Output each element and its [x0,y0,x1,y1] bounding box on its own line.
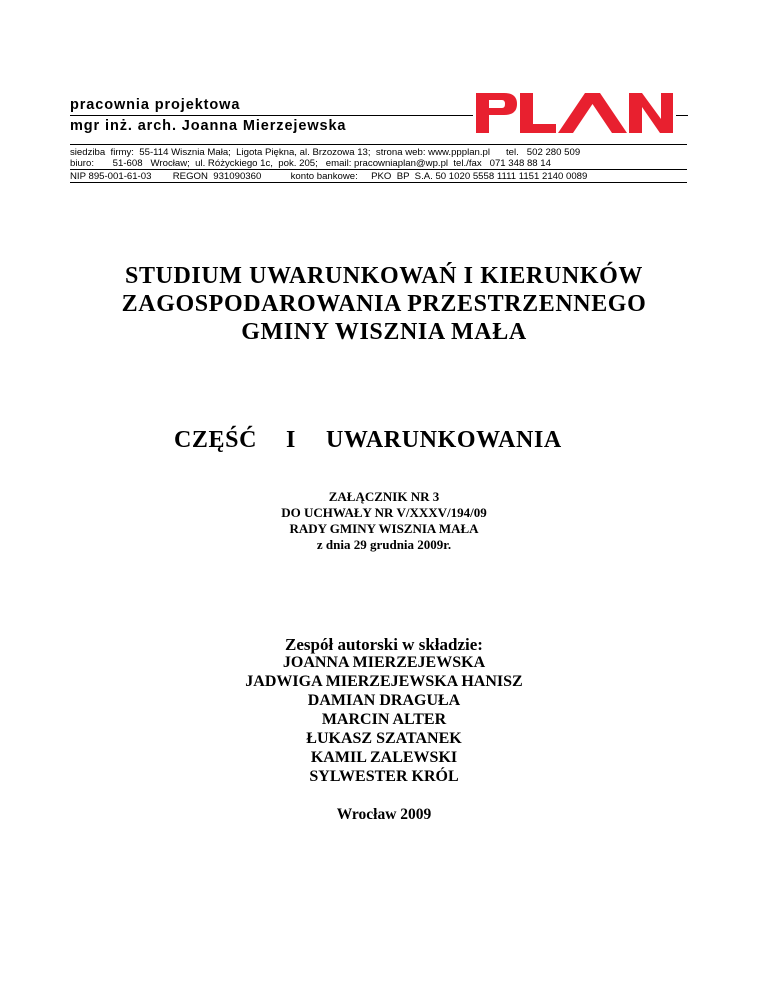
firm-name: pracownia projektowa [70,97,241,113]
attachment-line-2: DO UCHWAŁY NR V/XXXV/194/09 [281,505,487,520]
header-divider-top [70,115,473,116]
place-and-year: Wrocław 2009 [336,806,432,823]
info-divider-middle [70,169,687,170]
info-divider-top [70,144,687,145]
plan-logo [474,93,675,133]
part-number: I [286,427,296,453]
document-title-line-3: GMINY WISZNIA MAŁA [241,319,527,345]
part-label: CZĘŚĆ [174,427,258,453]
firm-address-line: siedziba firmy: 55-114 Wisznia Mała; Ligota Piękna, al. Brzozowa 13; strona web: www.ppplan.pl tel. 502 280 509 [70,147,581,158]
firm-office-line: biuro: 51-608 Wrocław; ul. Różyckiego 1c, pok. 205; email: pracowniaplan@wp.pl tel./fax 071 348 88 14 [70,158,551,169]
part-name: UWARUNKOWANIA [326,427,562,453]
attachment-line-3: RADY GMINY WISZNIA MAŁA [289,521,479,536]
document-title-line-2: ZAGOSPODAROWANIA PRZESTRZENNEGO [121,291,647,317]
team-member: MARCIN ALTER [321,711,447,728]
plan-logo-letter-l [520,93,556,133]
team-member: KAMIL ZALEWSKI [310,749,458,766]
header-divider-top-right [676,115,688,116]
attachment-line-1: ZAŁĄCZNIK NR 3 [328,489,440,504]
team-member: ŁUKASZ SZATANEK [306,730,462,747]
firm-registry-line: NIP 895-001-61-03 REGON 931090360 konto bankowe: PKO BP S.A. 50 1020 5558 1111 1151 2140 0089 [70,171,588,182]
firm-owner: mgr inż. arch. Joanna Mierzejewska [70,118,347,134]
team-member: DAMIAN DRAGUŁA [307,692,461,709]
document-title-line-1: STUDIUM UWARUNKOWAŃ I KIERUNKÓW [125,263,643,289]
team-member: SYLWESTER KRÓL [309,768,459,785]
info-divider-bottom [70,182,687,183]
team-heading: Zespół autorski w składzie: [285,635,483,654]
plan-logo-letter-a [558,93,627,133]
team-member: JOANNA MIERZEJEWSKA [282,654,486,671]
plan-logo-letter-p [476,93,517,133]
attachment-line-4: z dnia 29 grudnia 2009r. [316,537,452,552]
plan-logo-letter-n [629,93,673,133]
team-member: JADWIGA MIERZEJEWSKA HANISZ [245,673,523,690]
